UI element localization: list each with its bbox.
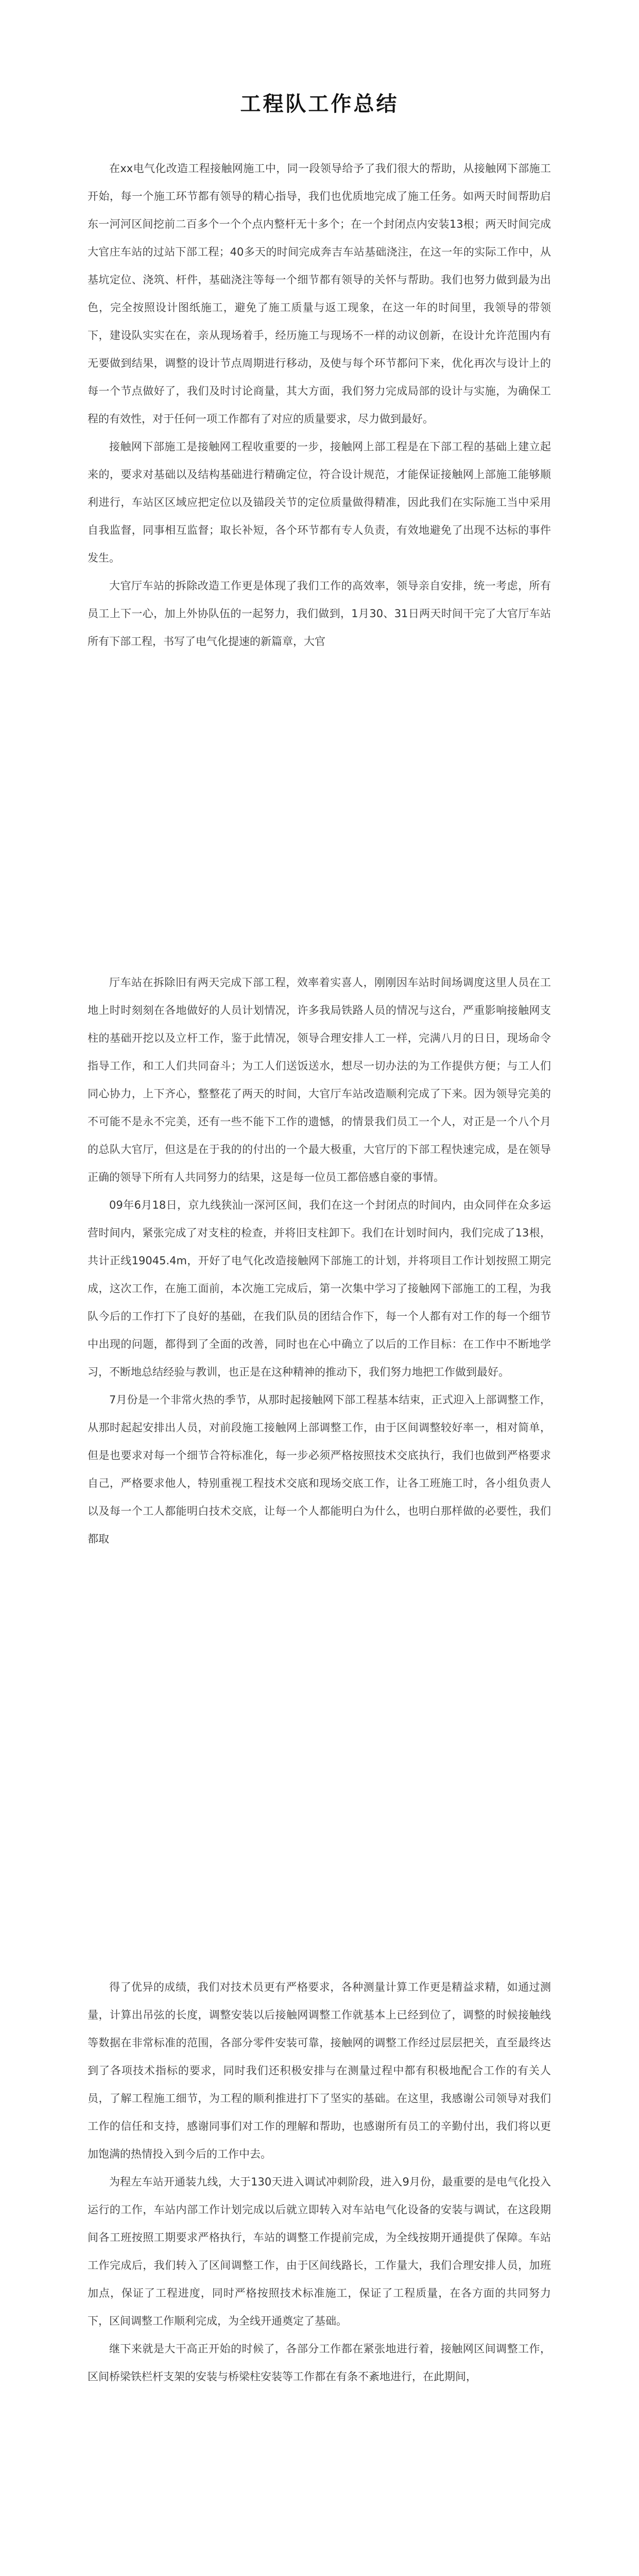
paragraph: 得了优异的成绩，我们对技术员更有严格要求，各种测量计算工作更是精益求精，如通过测量，计算出吊弦的长度，调整安装以后接触网调整工作就基本上已经到位了，调整的时候接触线等数据在非常标准的范围，各部分零件安装可靠，接触网的调整工作经过层层把关，直至最终达到了各项技术指标的要求，同时我们还积极安排与在测量过程中都有积极地配合工作的有关人员，了解工程施工细节，为工程的顺利推进打下了坚实的基础。在这里，我感谢公司领导对我们工作的信任和支持，感谢同事们对工作的理解和帮助，也感谢所有员工的辛勤付出，我们将以更加饱满的热情投入到今后的工作中去。 (88, 1981, 551, 2160)
paragraph: 继下来就是大干高正开始的时候了，各部分工作都在紧张地进行着，接触网区间调整工作，区间桥梁铁栏杆支架的安装与桥梁柱安装等工作都在有条不紊地进行，在此期间， (88, 2343, 551, 2383)
document-title: 工程队工作总结 (240, 92, 399, 116)
paragraph: 为程左车站开通装九线，大于130天进入调试冲刺阶段，进入9月份，最重要的是电气化投入运行的工作，车站内部工作计划完成以后就立即转入对车站电气化设备的安装与调试，在这段期间各工班按照工期要求严格执行，车站的调整工作提前完成，为全线按期开通提供了保障。车站工作完成后，我们转入了区间调整工作，由于区间线路长，工作量大，我们合理安排人员，加班加点，保证了工程进度，同时严格按照技术标准施工，保证了工程质量，在各方面的共同努力下，区间调整工作顺利完成，为全线开通奠定了基础。 (88, 2176, 551, 2327)
paragraph: 大官厅车站的拆除改造工作更是体现了我们工作的高效率，领导亲自安排，统一考虑，所有员工上下一心，加上外协队伍的一起努力，我们做到，1月30、31日两天时间干完了大官厅车站所有下部工程，书写了电气化提速的新篇章，大官 (88, 580, 551, 648)
paragraph: 厅车站在拆除旧有两天完成下部工程，效率着实喜人，刚刚因车站时间场调度这里人员在工地上时时刻刻在各地做好的人员计划情况，许多我局铁路人员的情况与这台，严重影响接触网支柱的基础开挖以及立杆工作，鉴于此情况，领导合理安排人工一样，完满八月的日日，现场命令指导工作，和工人们共同奋斗；为工人们送饭送水，想尽一切办法的为工作提供方便；与工人们同心协力，上下齐心，整整花了两天的时间，大官厅车站改造顺利完成了下来。因为领导完美的不可能不是永不完美，还有一些不能下工作的遗憾，的情景我们员工一个人，对正是一个八个月的总队大官厅，但这是在于我的的付出的一个最大极重，大官厅的下部工程快速完成，是在领导正确的领导下所有人共同努力的结果，这是每一位员工都倍感自豪的事情。 (88, 976, 551, 1183)
text-block-3 (88, 1973, 551, 2391)
paragraph: 在xx电气化改造工程接触网施工中，同一段领导给予了我们很大的帮助，从接触网下部施工开始，每一个施工环节都有领导的精心指导，我们也优质地完成了施工任务。如两天时间帮助启东一河河区间挖前二百多个一个个点内整杆无十多个；在一个封闭点内安装13根；两天时间完成大官庄车站的过站下部工程；40多天的时间完成奔吉车站基础浇注，在这一年的实际工作中，从基坑定位、浇筑、杆件，基础浇注等每一个细节都有领导的关怀与帮助。我们也努力做到最为出色，完全按照设计图纸施工，避免了施工质量与返工现象，在这一年的时间里，我领导的带领下，建设队实实在在，亲从现场着手，经历施工与现场不一样的动议创新，在设计允许范围内有无要做到结果，调整的设计节点周期进行移动，及使与每个环节都问下来，优化再次与设计上的每一个节点做好了，我们及时讨论商量，其大方面，我们努力完成局部的设计与实施，为确保工程的有效性，对于任何一项工作都有了对应的质量要求，尽力做到最好。 (88, 162, 551, 425)
paragraph: 09年6月18日，京九线狭汕一深河区间，我们在这一个封闭点的时间内，由众同伴在众多运营时间内，紧张完成了对支柱的检查，并将旧支柱卸下。我们在计划时间内，我们完成了13根，共计正线19045.4m，开好了电气化改造接触网下部施工的计划，并将项目工作计划按照工期完成，这次工作，在施工面前，本次施工完成后，第一次集中学习了接触网下部施工的工程，为我队今后的工作打下了良好的基础，在我们队员的团结合作下，每一个人都有对工作的每一个细节中出现的问题，都得到了全面的改善，同时也在心中确立了以后的工作目标：在工作中不断地学习，不断地总结经验与教训，也正是在这种精神的推动下，我们努力地把工作做到最好。 (88, 1199, 551, 1378)
paragraph: 接触网下部施工是接触网工程收重要的一步，接触网上部工程是在下部工程的基础上建立起来的，要求对基础以及结构基础进行精确定位，符合设计规范，才能保证接触网上部施工能够顺利进行，车站区区域应把定位以及锚段关节的定位质量做得精准，因此我们在实际施工当中采用自我监督，同事相互监督；取长补短，各个环节都有专人负责，有效地避免了出现不达标的事件发生。 (88, 440, 551, 564)
text-block-1 (88, 155, 551, 655)
text-block-2 (88, 969, 551, 1553)
paragraph: 7月份是一个非常火热的季节，从那时起接触网下部工程基本结束，正式迎入上部调整工作，从那时起起安排出人员，对前段施工接触网上部调整工作，由于区间调整较好率一，相对简单，但是也要求对每一个细节合符标准化，每一步必须严格按照技术交底执行，我们也做到严格要求自己，严格要求他人，特别重视工程技术交底和现场交底工作，让各工班施工时，各小组负责人以及每一个工人都能明白技术交底，让每一个人都能明白为什么，也明白那样做的必要性，我们都取 (88, 1394, 551, 1545)
